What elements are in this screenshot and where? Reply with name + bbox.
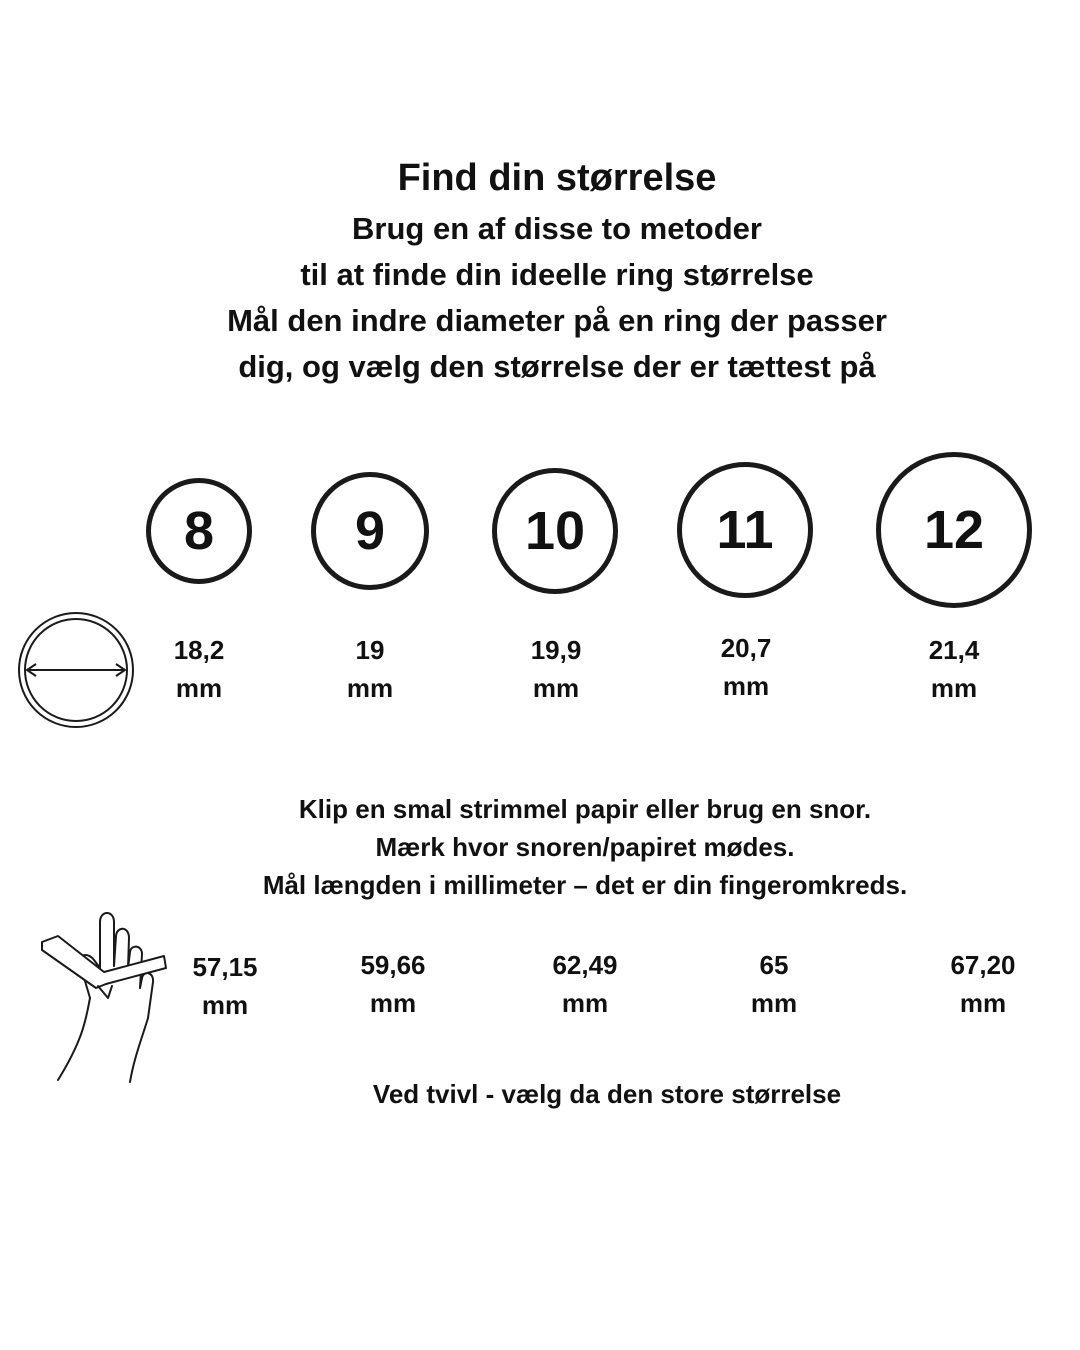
method-2-line-2: Mærk hvor snoren/papiret mødes. [375,832,795,862]
diameter-unit: mm [346,673,394,703]
intro-line-1: Brug en af disse to metoder [352,211,762,246]
circumference-unit: mm [750,988,798,1018]
diameter-number: 18,2 [173,635,225,665]
intro-line-4: dig, og vælg den størrelse der er tættest på [238,349,876,384]
size-ring-11: 11 [677,462,813,598]
diameter-number: 19,9 [530,635,582,665]
diameter-unit: mm [930,673,978,703]
size-ring-8: 8 [146,478,252,584]
diameter-number: 21,4 [928,635,980,665]
ring-diameter-icon [14,610,140,732]
diameter-unit: mm [175,673,223,703]
size-ring-9: 9 [311,472,429,590]
advice-note: Ved tvivl - vælg da den store størrelse [372,1079,842,1109]
method-2-line-3: Mål længden i millimeter – det er din fingeromkreds. [262,870,908,900]
diameter-unit: mm [532,673,580,703]
circumference-value-9 [323,946,463,1022]
diameter-number: 19 [355,635,385,665]
circumference-unit: mm [959,988,1007,1018]
diameter-value-11 [676,629,816,705]
size-ring-10: 10 [492,468,618,594]
circumference-value-8 [155,948,295,1024]
circumference-unit: mm [561,988,609,1018]
circumference-number: 65 [759,950,789,980]
circumference-number: 57,15 [192,952,258,982]
diameter-unit: mm [722,671,770,701]
diameter-value-12 [884,631,1024,707]
circumference-value-10 [515,946,655,1022]
circumference-value-11 [704,946,844,1022]
intro-line-2: til at finde din ideelle ring størrelse [300,257,814,292]
page-title: Find din størrelse [397,157,717,199]
circumference-value-12 [913,946,1053,1022]
diameter-value-8 [129,631,269,707]
hand-measure-icon [38,908,170,1086]
intro-line-3: Mål den indre diameter på en ring der passer [227,303,887,338]
diameter-value-9 [300,631,440,707]
circumference-number: 67,20 [950,950,1016,980]
method-2-instructions [0,790,1080,904]
method-2-line-1: Klip en smal strimmel papir eller brug en snor. [298,794,872,824]
diameter-value-10 [486,631,626,707]
size-ring-12: 12 [876,452,1032,608]
circumference-unit: mm [201,990,249,1020]
diameter-number: 20,7 [720,633,772,663]
circumference-number: 62,49 [552,950,618,980]
circumference-unit: mm [369,988,417,1018]
heading-block [0,150,1080,390]
circumference-number: 59,66 [360,950,426,980]
